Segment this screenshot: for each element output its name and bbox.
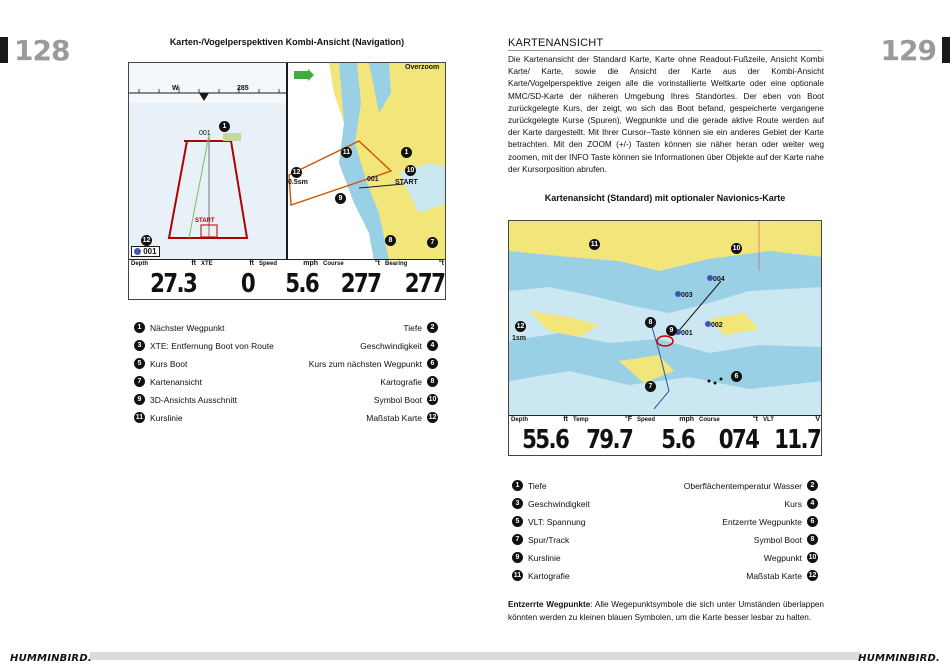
callout-9: 9 xyxy=(666,325,677,336)
readout-course: Course °t 277 xyxy=(323,260,380,299)
legend-row: 5 VLT: Spannung Entzerrte Wegpunkte 6 xyxy=(512,516,818,530)
note-paragraph xyxy=(508,599,824,624)
legend-row: 7 Kartenansicht Kartografie 8 xyxy=(134,376,438,390)
legend-row: 1 Nächster Wegpunkt Tiefe 2 xyxy=(134,322,438,336)
brand-logo-right: HUMMINBIRD. xyxy=(858,653,940,664)
legend-row: 1 Tiefe Oberflächentemperatur Wasser 2 xyxy=(512,480,818,494)
readout-course: Course °t 074 xyxy=(699,416,758,455)
waypoint-box-label: 001 xyxy=(143,247,157,256)
left-legend xyxy=(134,322,438,432)
section-heading: KARTENANSICHT xyxy=(508,37,822,51)
legend-row: 3 XTE: Entfernung Boot von Route Geschwindigkeit 4 xyxy=(134,340,438,354)
chart-view-display xyxy=(508,220,822,456)
readout-temp: Temp °F 79.7 xyxy=(573,416,632,455)
left-figure-title: Karten-/Vogelperspektiven Kombi-Ansicht (Navigation) xyxy=(169,37,405,47)
readout-speed: Speed mph 5.6 xyxy=(259,260,318,299)
legend-row: 11 Kartografie Maßstab Karte 12 xyxy=(513,570,817,581)
waypoint-002: 002 xyxy=(705,321,723,329)
readout-depth: Depth ft 55.6 xyxy=(511,416,568,455)
readout-xte: XTE ft 0 xyxy=(201,260,254,299)
body-paragraph: Die Kartenansicht der Standard Karte, Karte ohne Readout-Fußzeile, Ansicht Kombi Karte/ Karte, sowie die Ansicht der Karte aus der Kombi-Ansicht Karte/Vogelperspektive zeigen alle die vorinstallierte Weltkarte oder eine optionale MMC/SD-Karte der näheren Umgebung Ihres Standortes. Der eben von Boot zurückgelegte Kurs, der zeigt, wo sich das Boot befand, gespeicherte vergangene zurückgelegte Kurse (Spuren), Wegpunkte und die gerade aktive Route werden auf der Karte dargestellt. Mit Ihrer Cursor–Taste können sie ein anderes Gebiet der Karte betrachten. Mit den ZOOM (+/-) Tasten können sie näher heran oder weiter weg zoomen, mit der INFO Taste können sie Informationen über Objekte auf der Karte nahe der Kursorposition abrufen. xyxy=(508,55,824,174)
waypoint-box xyxy=(131,246,160,257)
callout-7: 7 xyxy=(427,237,438,248)
page-number-left: 128 xyxy=(14,34,70,67)
combo-view-graphic xyxy=(129,63,446,261)
callout-7: 7 xyxy=(645,381,656,392)
chart-scale-label: 1sm xyxy=(512,335,527,342)
legend-row: 9 3D-Ansichts Ausschnitt Symbol Boot 10 xyxy=(134,394,438,408)
callout-8: 8 xyxy=(645,317,656,328)
callout-8: 8 xyxy=(385,235,396,246)
callout-12b: 12 xyxy=(292,169,301,176)
chart-waypoint-label: 001 xyxy=(367,176,379,183)
waypoint-dot-icon xyxy=(134,248,141,255)
callout-12: 12 xyxy=(142,237,151,244)
callout-11: 11 xyxy=(342,149,351,156)
bird-view-waypoint-label: 001 xyxy=(199,130,211,137)
readout-depth: Depth ft 27.3 xyxy=(131,260,196,299)
chart-start-label: START xyxy=(395,179,418,186)
bird-view-start-label: START xyxy=(195,218,215,224)
callout-1: 1 xyxy=(219,121,230,132)
waypoint-001: 001 xyxy=(675,329,693,337)
callout-9: 9 xyxy=(335,193,346,204)
legend-row: 5 Kurs Boot Kurs zum nächsten Wegpunkt 6 xyxy=(134,358,438,372)
legend-row: 9 Kurslinie Wegpunkt 10 xyxy=(512,552,818,566)
callout-11: 11 xyxy=(590,241,599,248)
legend-row: 3 Geschwindigkeit Kurs 4 xyxy=(512,498,818,512)
footer-bar xyxy=(90,652,860,660)
page-edge-marker-left xyxy=(0,37,8,63)
callout-10: 10 xyxy=(732,245,741,252)
compass-heading-label: 285 xyxy=(237,85,249,92)
overzoom-label: Overzoom xyxy=(405,64,440,71)
page-number-right: 129 xyxy=(880,34,936,67)
right-readout-bar xyxy=(509,415,821,455)
right-legend xyxy=(512,480,818,588)
compass-west-label: W xyxy=(172,85,179,92)
callout-12: 12 xyxy=(516,323,525,330)
chart-scale-label: 0.5sm xyxy=(288,179,308,186)
navionics-chart-graphic xyxy=(509,221,822,417)
note-body: : Alle Wegepunktsymbole die sich unter Umständen überlappen könnten werden zu kleinen blauen Symbolen, um die Karte besser lesbar zu halten. xyxy=(508,600,824,622)
callout-10: 10 xyxy=(406,167,415,174)
left-readout-bar xyxy=(129,259,445,299)
waypoint-004: 004 xyxy=(707,275,725,283)
readout-voltage: VLT V 11.7 xyxy=(763,416,820,455)
legend-row: 11 Kurslinie Maßstab Karte 12 xyxy=(135,412,437,423)
combo-bird-view-display xyxy=(128,62,446,300)
waypoint-003: 003 xyxy=(675,291,693,299)
readout-bearing: Bearing °t 277 xyxy=(385,260,444,299)
legend-row: 7 Spur/Track Symbol Boot 8 xyxy=(512,534,818,548)
callout-6: 6 xyxy=(731,371,742,382)
right-figure-title: Kartenansicht (Standard) mit optionaler Navionics-Karte xyxy=(544,193,786,203)
readout-speed: Speed mph 5.6 xyxy=(637,416,694,455)
page-edge-marker-right xyxy=(942,37,950,63)
callout-1b: 1 xyxy=(401,147,412,158)
brand-logo-left: HUMMINBIRD. xyxy=(10,653,92,664)
note-term: Entzerrte Wegpunkte xyxy=(508,600,591,609)
